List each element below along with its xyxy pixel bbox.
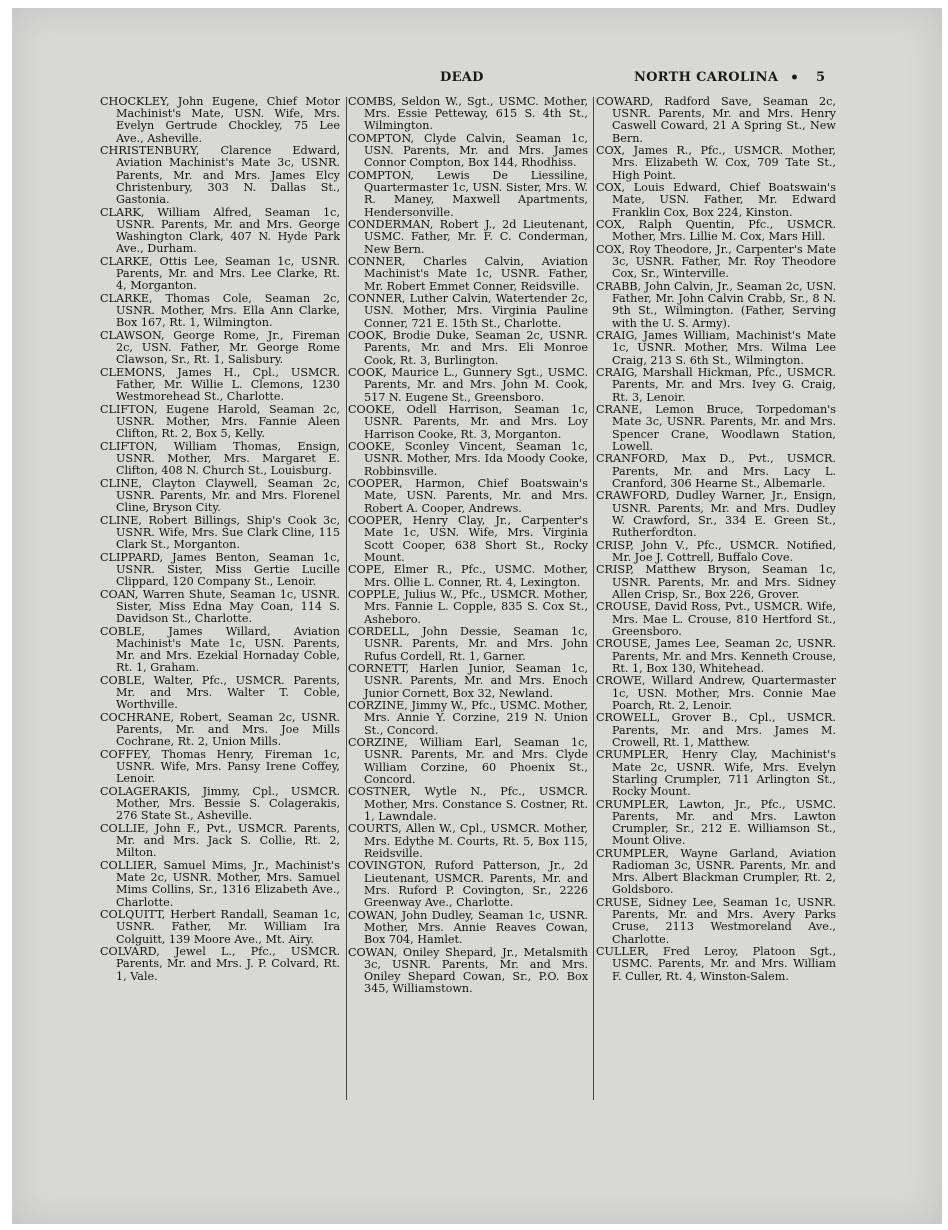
- casualty-entry: COMPTON, Lewis De Liessiline, Quartermaster 1c, USN. Sister, Mrs. W. R. Maney, Maxwell Apartments, Hendersonville.: [348, 169, 588, 219]
- casualty-entry: CLARKE, Thomas Cole, Seaman 2c, USNR. Mother, Mrs. Ella Ann Clarke, Box 167, Rt. 1, Wilmington.: [100, 291, 340, 330]
- casualty-entry: COX, James R., Pfc., USMCR. Mother, Mrs. Elizabeth W. Cox, 709 Tate St., High Point.: [596, 144, 836, 182]
- casualty-entry: CRAIG, James William, Machinist's Mate 1c, USNR. Mother, Mrs. Wilma Lee Craig, 213 S. 6th St., Wilmington.: [596, 329, 836, 367]
- casualty-entry: CRISP, Matthew Bryson, Seaman 1c, USNR. Parents, Mr. and Mrs. Sidney Allen Crisp, Sr., Box 226, Grover.: [596, 563, 836, 601]
- casualty-entry: CRAIG, Marshall Hickman, Pfc., USMCR. Parents, Mr. and Mrs. Ivey G. Craig, Rt. 3, Lenoir.: [596, 366, 836, 404]
- section-title: DEAD: [440, 70, 484, 85]
- casualty-entry: CORZINE, William Earl, Seaman 1c, USNR. Parents, Mr. and Mrs. Clyde William Corzine, 60 Phoenix St., Concord.: [348, 736, 588, 786]
- casualty-entry: COLVARD, Jewel L., Pfc., USMCR. Parents, Mr. and Mrs. J. P. Colvard, Rt. 1, Vale.: [100, 945, 340, 983]
- casualty-entry: COAN, Warren Shute, Seaman 1c, USNR. Sister, Miss Edna May Coan, 114 S. Davidson St., Charlotte.: [100, 587, 340, 626]
- casualty-entry: COURTS, Allen W., Cpl., USMCR. Mother, Mrs. Edythe M. Courts, Rt. 5, Box 115, Reidsville.: [348, 822, 588, 860]
- casualty-entry: CONDERMAN, Robert J., 2d Lieutenant, USMC. Father, Mr. F. C. Conderman, New Bern.: [348, 218, 588, 256]
- casualty-entry: CRANFORD, Max D., Pvt., USMCR. Parents, Mr. and Mrs. Lacy L. Cranford, 306 Hearne St., Albemarle.: [596, 452, 836, 490]
- casualty-entry: CRUMPLER, Henry Clay, Machinist's Mate 2c, USNR. Wife, Mrs. Evelyn Starling Crumpler, 711 Arlington St., Rocky Mount.: [596, 748, 836, 799]
- casualty-entry: COX, Roy Theodore, Jr., Carpenter's Mate 3c, USNR. Father, Mr. Roy Theodore Cox, Sr., Winterville.: [596, 243, 836, 281]
- casualty-entry: CONNER, Luther Calvin, Watertender 2c, USN. Mother, Mrs. Virginia Pauline Conner, 721 E. 15th St., Charlotte.: [348, 292, 588, 330]
- casualty-entry: COVINGTON, Ruford Patterson, Jr., 2d Lieutenant, USMCR. Parents, Mr. and Mrs. Ruford P. Covington, Sr., 2226 Greenway Ave., Charlotte.: [348, 859, 588, 910]
- casualty-entry: COCHRANE, Robert, Seaman 2c, USNR. Parents, Mr. and Mrs. Joe Mills Cochrane, Rt. 2, Union Mills.: [100, 711, 340, 749]
- casualty-entry: COLAGERAKIS, Jimmy, Cpl., USMCR. Mother, Mrs. Bessie S. Colagerakis, 276 State St., Asheville.: [100, 785, 340, 823]
- casualty-entry: COMBS, Seldon W., Sgt., USMC. Mother, Mrs. Essie Petteway, 615 S. 4th St., Wilmington.: [348, 95, 588, 133]
- casualty-entry: COOK, Maurice L., Gunnery Sgt., USMC. Parents, Mr. and Mrs. John M. Cook, 517 N. Eugene St., Greensboro.: [348, 366, 588, 404]
- casualty-entry: COOPER, Henry Clay, Jr., Carpenter's Mate 1c, USN. Wife, Mrs. Virginia Scott Cooper, 638 Short St., Rocky Mount.: [348, 514, 588, 564]
- column-divider: [346, 97, 347, 1100]
- casualty-entry: CRAWFORD, Dudley Warner, Jr., Ensign, USNR. Parents, Mr. and Mrs. Dudley W. Crawford, Sr., 334 E. Green St., Rutherfordton.: [596, 489, 836, 540]
- casualty-entry: COOKE, Sconley Vincent, Seaman 1c, USNR. Mother, Mrs. Ida Moody Cooke, Robbinsville.: [348, 440, 588, 478]
- column-divider: [593, 97, 594, 1100]
- casualty-entry: CLINE, Robert Billings, Ship's Cook 3c, USNR. Wife, Mrs. Sue Clark Cline, 115 Clark St., Morganton.: [100, 513, 340, 552]
- casualty-entry: CLARK, William Alfred, Seaman 1c, USNR. Parents, Mr. and Mrs. George Washington Clark, 407 N. Hyde Park Ave., Durham.: [100, 205, 340, 256]
- casualty-entry: CLIFTON, Eugene Harold, Seaman 2c, USNR. Mother, Mrs. Fannie Aleen Clifton, Rt. 2, Box 5, Kelly.: [100, 402, 340, 441]
- casualty-entry: COWARD, Radford Save, Seaman 2c, USNR. Parents, Mr. and Mrs. Henry Caswell Coward, 21 A Spring St., New Bern.: [596, 95, 836, 145]
- casualty-entry: COOK, Brodie Duke, Seaman 2c, USNR. Parents, Mr. and Mrs. Eli Monroe Cook, Rt. 3, Burlington.: [348, 329, 588, 367]
- page-number: 5: [816, 70, 826, 85]
- casualty-entry: COBLE, James Willard, Aviation Machinist's Mate 1c, USN. Parents, Mr. and Mrs. Ezekial Hornaday Coble, Rt. 1, Graham.: [100, 624, 340, 675]
- casualty-entry: CRUMPLER, Lawton, Jr., Pfc., USMC. Parents, Mr. and Mrs. Lawton Crumpler, Sr., 212 E. Williamson St., Mount Olive.: [596, 797, 836, 848]
- casualty-entry: COBLE, Walter, Pfc., USMCR. Parents, Mr. and Mrs. Walter T. Coble, Worthville.: [100, 674, 340, 712]
- casualty-entry: CLIFTON, William Thomas, Ensign, USNR. Mother, Mrs. Margaret E. Clifton, 408 N. Church St., Louisburg.: [100, 439, 340, 478]
- casualty-entry: CULLER, Fred Leroy, Platoon Sgt., USMC. Parents, Mr. and Mrs. William F. Culler, Rt. 4, Winston-Salem.: [596, 945, 836, 983]
- casualty-entry: CRANE, Lemon Bruce, Torpedoman's Mate 3c, USNR. Parents, Mr. and Mrs. Spencer Crane, Woodlawn Station, Lowell.: [596, 403, 836, 453]
- casualty-entry: COMPTON, Clyde Calvin, Seaman 1c, USN. Parents, Mr. and Mrs. James Connor Compton, Box 144, Rhodhiss.: [348, 132, 588, 170]
- casualty-entry: COX, Ralph Quentin, Pfc., USMCR. Mother, Mrs. Lillie M. Cox, Mars Hill.: [596, 218, 836, 244]
- state-title: NORTH CAROLINA: [634, 70, 779, 85]
- casualty-entry: CORDELL, John Dessie, Seaman 1c, USNR. Parents, Mr. and Mrs. John Rufus Cordell, Rt. 1, Garner.: [348, 625, 588, 663]
- column-1: [100, 96, 340, 983]
- casualty-entry: CORNETT, Harlen Junior, Seaman 1c, USNR. Parents, Mr. and Mrs. Enoch Junior Cornett, Box 32, Newland.: [348, 662, 588, 700]
- casualty-entry: CLARKE, Ottis Lee, Seaman 1c, USNR. Parents, Mr. and Mrs. Lee Clarke, Rt. 4, Morganton.: [100, 254, 340, 293]
- casualty-entry: COFFEY, Thomas Henry, Fireman 1c, USNR. Wife, Mrs. Pansy Irene Coffey, Lenoir.: [100, 748, 340, 786]
- casualty-entry: COX, Louis Edward, Chief Boatswain's Mate, USN. Father, Mr. Edward Franklin Cox, Box 224, Kinston.: [596, 181, 836, 219]
- casualty-entry: COPPLE, Julius W., Pfc., USMCR. Mother, Mrs. Fannie L. Copple, 835 S. Cox St., Asheboro.: [348, 588, 588, 626]
- header-bullet: •: [790, 70, 800, 86]
- casualty-entry: CROUSE, James Lee, Seaman 2c, USNR. Parents, Mr. and Mrs. Kenneth Crouse, Rt. 1, Box 130, Whitehead.: [596, 637, 836, 675]
- casualty-entry: CONNER, Charles Calvin, Aviation Machinist's Mate 1c, USNR. Father, Mr. Robert Emmet Conner, Reidsville.: [348, 255, 588, 293]
- casualty-entry: CRISP, John V., Pfc., USMCR. Notified, Mr. Joe J. Cottrell, Buffalo Cove.: [596, 538, 836, 564]
- casualty-entry: CROWE, Willard Andrew, Quartermaster 1c, USN. Mother, Mrs. Connie Mae Poarch, Rt. 2, Lenoir.: [596, 674, 836, 712]
- casualty-entry: CROUSE, David Ross, Pvt., USMCR. Wife, Mrs. Mae L. Crouse, 810 Hertford St., Greensboro.: [596, 600, 836, 638]
- casualty-entry: COLQUITT, Herbert Randall, Seaman 1c, USNR. Father, Mr. William Ira Colguitt, 139 Moore Ave., Mt. Airy.: [100, 908, 340, 946]
- casualty-entry: CLINE, Clayton Claywell, Seaman 2c, USNR. Parents, Mr. and Mrs. Florenel Cline, Bryson City.: [100, 476, 340, 515]
- column-3: [596, 96, 836, 983]
- casualty-entry: CROWELL, Grover B., Cpl., USMCR. Parents, Mr. and Mrs. James M. Crowell, Rt. 1, Matthew.: [596, 711, 836, 749]
- casualty-entry: CRUSE, Sidney Lee, Seaman 1c, USNR. Parents, Mr. and Mrs. Avery Parks Cruse, 2113 Westmoreland Ave., Charlotte.: [596, 896, 836, 946]
- casualty-entry: CLEMONS, James H., Cpl., USMCR. Father, Mr. Willie L. Clemons, 1230 Westmorehead St., Charlotte.: [100, 365, 340, 404]
- casualty-entry: CORZINE, Jimmy W., Pfc., USMC. Mother, Mrs. Annie Y. Corzine, 219 N. Union St., Concord.: [348, 699, 588, 737]
- casualty-entry: CLIPPARD, James Benton, Seaman 1c, USNR. Sister, Miss Gertie Lucille Clippard, 120 Company St., Lenoir.: [100, 550, 340, 589]
- casualty-entry: COPE, Elmer R., Pfc., USMC. Mother, Mrs. Ollie L. Conner, Rt. 4, Lexington.: [348, 563, 588, 589]
- casualty-entry: COLLIE, John F., Pvt., USMCR. Parents, Mr. and Mrs. Jack S. Collie, Rt. 2, Milton.: [100, 822, 340, 860]
- casualty-entry: COOKE, Odell Harrison, Seaman 1c, USNR. Parents, Mr. and Mrs. Loy Harrison Cooke, Rt. 3, Morganton.: [348, 403, 588, 441]
- casualty-entry: COOPER, Harmon, Chief Boatswain's Mate, USN. Parents, Mr. and Mrs. Robert A. Cooper, Andrews.: [348, 477, 588, 515]
- page-header: [0, 70, 948, 90]
- casualty-entry: CHRISTENBURY, Clarence Edward, Aviation Machinist's Mate 3c, USNR. Parents, Mr. and Mrs. James Elcy Christenbury, 303 N. Dallas St., Gastonia.: [100, 144, 340, 207]
- casualty-entry: CLAWSON, George Rome, Jr., Fireman 2c, USN. Father, Mr. George Rome Clawson, Sr., Rt. 1, Salisbury.: [100, 328, 340, 367]
- casualty-entry: COSTNER, Wytle N., Pfc., USMCR. Mother, Mrs. Constance S. Costner, Rt. 1, Lawndale.: [348, 785, 588, 823]
- casualty-entry: COWAN, John Dudley, Seaman 1c, USNR. Mother, Mrs. Annie Reaves Cowan, Box 704, Hamlet.: [348, 908, 588, 947]
- casualty-entry: COWAN, Oniley Shepard, Jr., Metalsmith 3c, USNR. Parents, Mr. and Mrs. Oniley Shepard Cowan, Sr., P.O. Box 345, Williamstown.: [348, 945, 588, 996]
- column-2: [348, 96, 588, 996]
- casualty-entry: COLLIER, Samuel Mims, Jr., Machinist's Mate 2c, USNR. Mother, Mrs. Samuel Mims Collins, Sr., 1316 Elizabeth Ave., Charlotte.: [100, 859, 340, 909]
- casualty-entry: CRABB, John Calvin, Jr., Seaman 2c, USN. Father, Mr. John Calvin Crabb, Sr., 8 N. 9th St., Wilmington. (Father, Serving with the U. S. Army).: [596, 280, 836, 330]
- casualty-entry: CRUMPLER, Wayne Garland, Aviation Radioman 3c, USNR. Parents, Mr. and Mrs. Albert Blackman Crumpler, Rt. 2, Goldsboro.: [596, 846, 836, 897]
- casualty-entry: CHOCKLEY, John Eugene, Chief Motor Machinist's Mate, USN. Wife, Mrs. Evelyn Gertrude Chockley, 75 Lee Ave., Asheville.: [100, 95, 340, 145]
